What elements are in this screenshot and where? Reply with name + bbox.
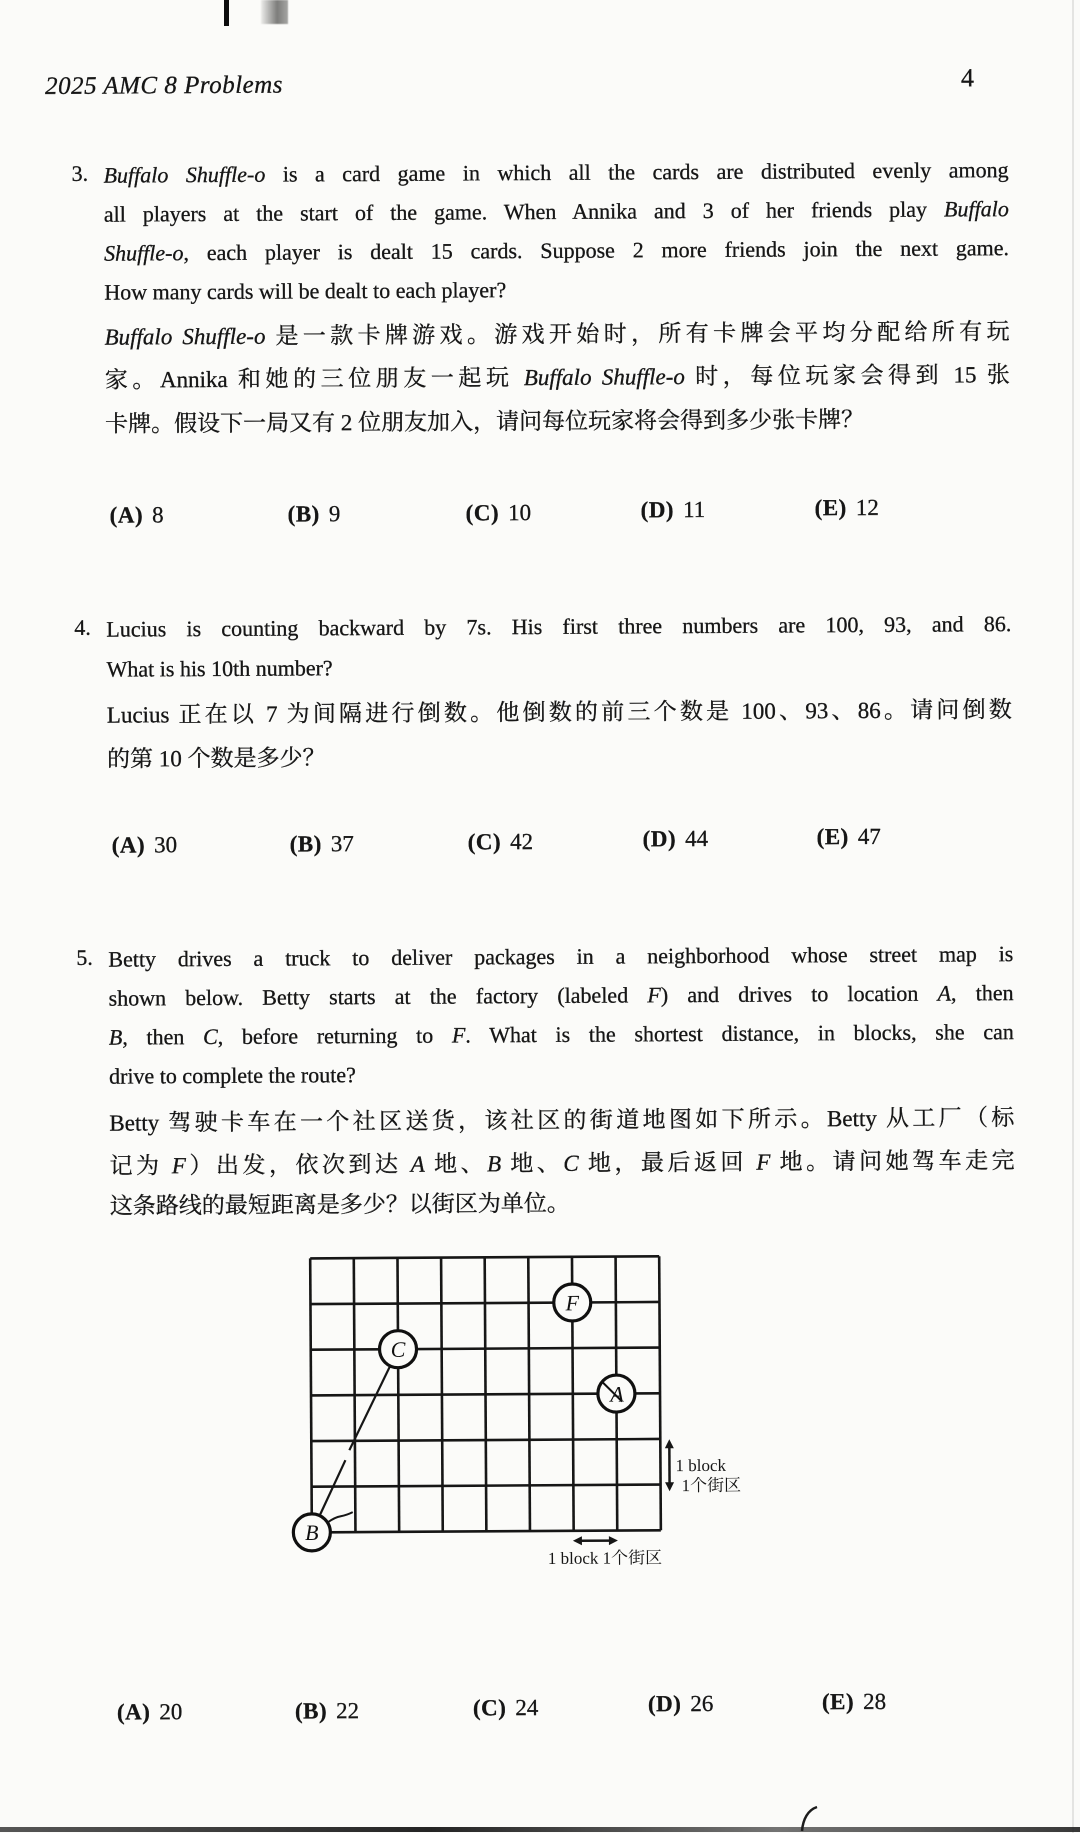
marker-label-f: F <box>565 1290 580 1316</box>
problem-text-line: Buffalo Shuffle-o is a card game in which all the cards are distributed evenly among <box>103 157 1009 188</box>
page-curl-mark <box>798 1804 828 1832</box>
answer-choice: (B) 37 <box>289 831 354 857</box>
answer-choice: (C) 10 <box>465 500 532 526</box>
answer-choice: (D) 11 <box>640 496 706 523</box>
problem-text-line: Lucius is counting backward by 7s. His first three numbers are 100, 93, and 86. <box>106 611 1012 642</box>
location-markers <box>292 1284 636 1551</box>
horizontal-scale-arrow-icon <box>573 1536 618 1545</box>
problem-text-line: Shuffle-o, each player is dealt 15 cards. Suppose 2 more friends join the next game. <box>103 235 1010 266</box>
problem-number: 4. <box>74 614 91 640</box>
problem-text-line-cn: Lucius 正在以 7 为间隔进行倒数。他倒数的前三个数是 100、93、86。请问倒数 <box>106 697 1012 728</box>
horizontal-scale-label: 1 block 1个街区 <box>547 1548 663 1568</box>
problem-text-line-cn: Buffalo Shuffle-o 是一款卡牌游戏。游戏开始时，所有卡牌会平均分配给所有玩 <box>104 319 1010 350</box>
problem-text-line-cn: Betty 驾驶卡车在一个社区送货，该社区的街道地图如下所示。Betty 从工厂（标 <box>109 1105 1015 1136</box>
problem-text-line: shown below. Betty starts at the factory (labeled F) and drives to location A, then <box>108 980 1014 1011</box>
problem-text-line: How many cards will be dealt to each player? <box>104 277 507 305</box>
page-number: 4 <box>960 63 975 93</box>
marker-label-b: B <box>305 1519 319 1545</box>
problem-text-line-cn: 的第 10 个数是多少？ <box>107 745 326 772</box>
problem-text-line-cn: 这条路线的最短距离是多少？以街区为单位。 <box>109 1190 570 1219</box>
marker-label-a: A <box>610 1381 624 1407</box>
answer-choice: (C) 24 <box>472 1695 539 1721</box>
problem-number: 3. <box>71 160 89 186</box>
problem-text-line: B, then C, before returning to F. What is the shortest distance, in blocks, she can <box>108 1019 1014 1050</box>
answer-choice: (C) 42 <box>467 829 534 855</box>
answer-choice: (B) 9 <box>287 501 341 527</box>
answer-choice: (A) 20 <box>116 1699 183 1725</box>
answer-choice: (E) 47 <box>816 823 881 850</box>
answer-choice: (D) 44 <box>642 825 709 852</box>
document-title: 2025 AMC 8 Problems <box>44 71 284 101</box>
problem-text-line: What is his 10th number? <box>106 655 333 682</box>
problem-number: 5. <box>76 944 93 970</box>
problem-text-line: Betty drives a truck to deliver packages in a neighborhood whose street map is <box>108 941 1014 972</box>
answer-choice: (E) 12 <box>814 494 879 521</box>
problem-text-line: all players at the start of the game. When Annika and 3 of her friends play Buffalo <box>103 196 1009 227</box>
answer-choice: (E) 28 <box>821 1688 887 1715</box>
answer-choice: (A) 30 <box>111 832 178 858</box>
problem-text-line-cn: 记为 F）出发，依次到达 A 地、B 地、C 地，最后返回 F 地。请问她驾车走完 <box>109 1148 1015 1179</box>
scan-artifact-tick <box>224 0 229 26</box>
scan-artifact-smudge <box>261 0 288 24</box>
answer-choice: (B) 22 <box>294 1698 360 1724</box>
vertical-scale-arrow-icon <box>665 1439 674 1491</box>
answer-choice: (D) 26 <box>647 1690 714 1717</box>
problem-text-line-cn: 家。Annika 和她的三位朋友一起玩 Buffalo Shuffle-o 时，每位玩家会得到 15 张 <box>104 362 1010 393</box>
vertical-scale-label-zh: 1个街区 <box>681 1475 742 1496</box>
problem-text-line-cn: 卡牌。假设下一局又有 2 位朋友加入，请问每位玩家将会得到多少张卡牌？ <box>105 407 865 437</box>
marker-label-c: C <box>390 1336 406 1362</box>
street-map-diagram <box>272 1239 774 1587</box>
answer-choice: (A) 8 <box>109 502 164 528</box>
page-edge-shadow-bottom <box>0 1827 1080 1832</box>
page-edge-shadow-right <box>1072 0 1074 1833</box>
pen-squiggle <box>328 1512 353 1522</box>
vertical-scale-label-en: 1 block <box>675 1455 727 1476</box>
problem-text-line: drive to complete the route? <box>108 1062 356 1089</box>
